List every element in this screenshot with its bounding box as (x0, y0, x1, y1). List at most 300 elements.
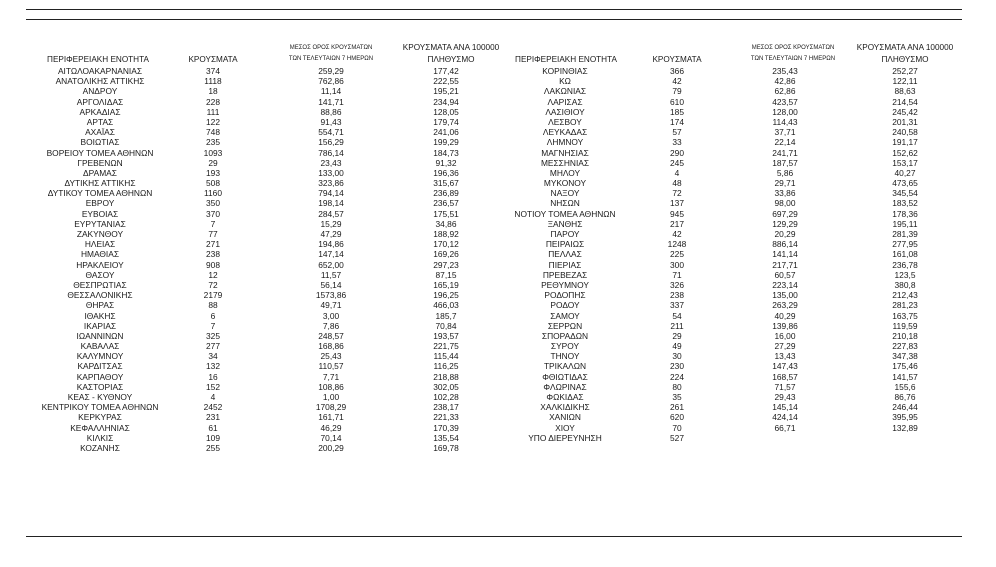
table-row (0, 148, 500, 158)
right-header-avg (728, 43, 858, 65)
cell-per-100k: 132,89 (892, 422, 918, 433)
cell-cases: 193 (206, 167, 220, 178)
table-row (490, 280, 996, 290)
table-row (490, 382, 996, 392)
cell-region-name: ΛΑΚΩΝΙΑΣ (543, 86, 587, 97)
cell-avg-7-days: 13,43 (774, 351, 796, 362)
cell-per-100k: 277,95 (892, 239, 918, 250)
cell-region-name: ΑΡΤΑΣ (86, 116, 114, 127)
cell-cases: 54 (672, 310, 682, 321)
cell-cases: 527 (670, 432, 684, 443)
cell-avg-7-days: 1,00 (322, 392, 340, 402)
cell-cases: 326 (670, 279, 684, 290)
cell-cases: 185 (670, 106, 684, 117)
cell-region-name: ΤΗΝΟΥ (550, 351, 580, 362)
left-header-avg (266, 43, 396, 65)
cell-cases: 57 (672, 127, 682, 138)
table-row (490, 188, 996, 198)
cell-per-100k: 210,18 (892, 330, 918, 341)
table-row (490, 361, 996, 371)
cell-per-100k: 302,05 (433, 381, 459, 392)
cell-region-name: ΑΝΔΡΟΥ (82, 86, 118, 97)
cell-avg-7-days: 200,29 (318, 442, 344, 453)
cell-region-name: ΓΡΕΒΕΝΩΝ (77, 157, 123, 168)
cell-region-name: ΚΕΑΣ - ΚΥΘΝΟΥ (67, 392, 133, 402)
cell-avg-7-days: 794,14 (318, 188, 344, 199)
table-row (0, 229, 500, 239)
cell-cases: 1248 (667, 239, 687, 250)
cell-region-name: ΘΑΣΟΥ (85, 269, 115, 280)
cell-region-name: ΥΠΟ ΔΙΕΡΕΥΝΗΣΗ (528, 432, 602, 443)
cell-avg-7-days: 424,14 (772, 412, 798, 423)
right-table-body (490, 66, 996, 443)
cell-cases: 277 (206, 341, 220, 352)
cell-per-100k: 196,25 (433, 290, 459, 301)
table-row (490, 178, 996, 188)
cell-per-100k: 188,92 (433, 229, 459, 239)
cell-cases: 49 (672, 341, 682, 352)
cell-cases: 122 (206, 116, 220, 127)
cell-region-name: ΡΕΘΥΜΝΟΥ (541, 279, 589, 290)
cell-per-100k: 40,27 (894, 167, 916, 178)
left-header-per100k-line2: ΠΛΗΘΥΣΜΟ (427, 54, 475, 64)
cell-cases: 42 (672, 229, 682, 239)
cell-avg-7-days: 284,57 (318, 208, 344, 219)
cell-per-100k: 199,29 (433, 137, 459, 148)
cell-per-100k: 123,5 (894, 269, 916, 280)
cell-region-name: ΧΑΛΚΙΔΙΚΗΣ (540, 402, 590, 413)
cell-avg-7-days: 198,14 (318, 198, 344, 209)
left-table-body (0, 66, 500, 453)
cell-cases: 88 (208, 300, 218, 311)
table-row (0, 107, 500, 117)
cell-cases: 261 (670, 402, 684, 413)
cell-cases: 174 (670, 116, 684, 127)
cell-region-name: ΠΑΡΟΥ (550, 229, 580, 239)
cell-avg-7-days: 56,14 (320, 279, 342, 290)
cell-cases: 30 (672, 351, 682, 362)
cell-avg-7-days: 217,71 (772, 259, 798, 270)
cell-cases: 945 (670, 208, 684, 219)
cell-per-100k: 141,57 (892, 371, 918, 382)
cell-cases: 908 (206, 259, 220, 270)
cell-region-name: ΕΥΡΥΤΑΝΙΑΣ (74, 218, 126, 229)
cell-cases: 77 (208, 229, 218, 239)
cell-region-name: ΝΟΤΙΟΥ ΤΟΜΕΑ ΑΘΗΝΩΝ (514, 208, 616, 219)
cell-cases: 72 (208, 279, 218, 290)
cell-region-name: ΚΕΦΑΛΛΗΝΙΑΣ (70, 422, 130, 433)
cell-avg-7-days: 886,14 (772, 239, 798, 250)
table-row (490, 66, 996, 76)
cell-cases: 137 (670, 198, 684, 209)
table-row (0, 270, 500, 280)
cell-region-name: ΡΟΔΟΠΗΣ (544, 290, 586, 301)
cell-per-100k: 236,57 (433, 198, 459, 209)
cell-per-100k: 170,39 (433, 422, 459, 433)
cell-cases: 7 (210, 320, 216, 331)
cell-cases: 152 (206, 381, 220, 392)
cell-avg-7-days: 1708,29 (315, 402, 347, 413)
table-row (490, 127, 996, 137)
cell-region-name: ΗΜΑΘΙΑΣ (80, 249, 120, 260)
table-row (490, 321, 996, 331)
table-row (490, 402, 996, 412)
cell-region-name: ΚΟΖΑΝΗΣ (80, 442, 120, 453)
cell-avg-7-days: 762,86 (318, 76, 344, 87)
cell-per-100k: 246,44 (892, 402, 918, 413)
cell-region-name: ΧΙΟΥ (555, 422, 575, 433)
cell-cases: 225 (670, 249, 684, 260)
cell-cases: 508 (206, 178, 220, 189)
cell-avg-7-days: 129,29 (772, 218, 798, 229)
cell-region-name: ΛΕΣΒΟΥ (548, 116, 582, 127)
cell-cases: 42 (672, 76, 682, 87)
table-row (490, 249, 996, 259)
cell-region-name: ΣΥΡΟΥ (550, 341, 580, 352)
cell-avg-7-days: 168,86 (318, 341, 344, 352)
cell-region-name: ΒΟΡΕΙΟΥ ΤΟΜΕΑ ΑΘΗΝΩΝ (46, 147, 154, 158)
table-row (0, 372, 500, 382)
cell-region-name: ΕΒΡΟΥ (85, 198, 115, 209)
table-row (490, 423, 996, 433)
cell-per-100k: 380,8 (894, 279, 916, 290)
cell-cases: 325 (206, 330, 220, 341)
cell-region-name: ΙΚΑΡΙΑΣ (83, 320, 117, 331)
cell-cases: 370 (206, 208, 220, 219)
cell-per-100k: 236,89 (433, 188, 459, 199)
cell-cases: 231 (206, 412, 220, 423)
cell-per-100k: 347,38 (892, 351, 918, 362)
cell-region-name: ΛΑΣΙΘΙΟΥ (545, 106, 585, 117)
cell-avg-7-days: 263,29 (772, 300, 798, 311)
cell-avg-7-days: 47,29 (320, 229, 342, 239)
cell-avg-7-days: 135,00 (772, 290, 798, 301)
cell-cases: 245 (670, 157, 684, 168)
cell-region-name: ΡΟΔΟΥ (550, 300, 580, 311)
cell-per-100k: 88,63 (894, 86, 916, 97)
cell-per-100k: 196,36 (433, 167, 459, 178)
cell-cases: 4 (674, 167, 680, 178)
cell-cases: 271 (206, 239, 220, 250)
cell-region-name: ΚΑΣΤΟΡΙΑΣ (76, 381, 124, 392)
cell-per-100k: 195,21 (433, 86, 459, 97)
cell-avg-7-days: 71,57 (774, 381, 796, 392)
cell-avg-7-days: 161,71 (318, 412, 344, 423)
cell-per-100k: 86,76 (894, 392, 916, 402)
cell-avg-7-days: 235,43 (772, 66, 798, 76)
cell-region-name: ΞΑΝΘΗΣ (547, 218, 583, 229)
table-row (0, 137, 500, 147)
table-row (0, 158, 500, 168)
cell-per-100k: 153,17 (892, 157, 918, 168)
cell-avg-7-days: 27,29 (774, 341, 796, 352)
table-row (490, 290, 996, 300)
table-row (0, 280, 500, 290)
cell-avg-7-days: 187,57 (772, 157, 798, 168)
cell-per-100k: 34,86 (435, 218, 457, 229)
cell-avg-7-days: 110,57 (318, 361, 344, 372)
cell-per-100k: 128,05 (433, 106, 459, 117)
cell-cases: 34 (208, 351, 218, 362)
cell-region-name: ΠΕΛΛΑΣ (548, 249, 582, 260)
table-row (490, 270, 996, 280)
right-header-per100k-line2: ΠΛΗΘΥΣΜΟ (881, 54, 929, 64)
left-header-avg-line2: ΤΩΝ ΤΕΛΕΥΤΑΙΩΝ 7 ΗΜΕΡΩΝ (288, 56, 374, 62)
table-row (0, 178, 500, 188)
table-row (0, 311, 500, 321)
cell-region-name: ΕΥΒΟΙΑΣ (81, 208, 119, 219)
cell-avg-7-days: 5,86 (776, 167, 794, 178)
cell-avg-7-days: 241,71 (772, 147, 798, 158)
cell-region-name: ΑΡΓΟΛΙΔΑΣ (76, 96, 124, 107)
cell-region-name: ΝΗΣΩΝ (550, 198, 580, 209)
cell-avg-7-days: 7,71 (322, 371, 340, 382)
cell-cases: 71 (672, 269, 682, 280)
table-row (0, 402, 500, 412)
cell-avg-7-days: 786,14 (318, 147, 344, 158)
cell-per-100k: 395,95 (892, 412, 918, 423)
cell-per-100k: 245,42 (892, 106, 918, 117)
cell-cases: 224 (670, 371, 684, 382)
cell-avg-7-days: 248,57 (318, 330, 344, 341)
cell-cases: 217 (670, 218, 684, 229)
cell-cases: 211 (670, 320, 684, 331)
cell-per-100k: 161,08 (892, 249, 918, 260)
table-row (490, 137, 996, 147)
cell-per-100k: 155,6 (894, 381, 916, 392)
cell-cases: 1093 (203, 147, 223, 158)
cell-per-100k: 122,11 (892, 76, 918, 87)
cell-region-name: ΜΕΣΣΗΝΙΑΣ (540, 157, 590, 168)
cell-avg-7-days: 16,00 (774, 330, 796, 341)
cell-per-100k: 115,44 (433, 351, 459, 362)
cell-per-100k: 87,15 (435, 269, 457, 280)
cell-avg-7-days: 168,57 (772, 371, 798, 382)
cell-avg-7-days: 23,43 (320, 157, 342, 168)
cell-region-name: ΠΡΕΒΕΖΑΣ (542, 269, 588, 280)
left-header-per100k-line1: ΚΡΟΥΣΜΑΤΑ ΑΝΑ 100000 (402, 43, 500, 52)
table-row (0, 168, 500, 178)
cell-cases: 1160 (203, 188, 222, 199)
table-row (0, 97, 500, 107)
cell-avg-7-days: 423,57 (772, 96, 798, 107)
cell-region-name: ΔΡΑΜΑΣ (83, 167, 117, 178)
table-row (0, 290, 500, 300)
cell-region-name: ΙΩΑΝΝΙΝΩΝ (76, 330, 124, 341)
cell-per-100k: 195,11 (892, 218, 918, 229)
cell-cases: 374 (206, 66, 220, 76)
table-row (0, 198, 500, 208)
table-row (0, 86, 500, 96)
cell-avg-7-days: 37,71 (774, 127, 796, 138)
cell-per-100k: 297,23 (433, 259, 459, 270)
cell-region-name: ΝΑΞΟΥ (550, 188, 580, 199)
table-row (0, 361, 500, 371)
cell-avg-7-days: 29,71 (774, 178, 796, 189)
cell-per-100k: 212,43 (892, 290, 918, 301)
header-rule (26, 19, 962, 20)
cell-region-name: ΦΘΙΩΤΙΔΑΣ (542, 371, 588, 382)
cell-per-100k: 315,67 (433, 178, 459, 189)
cell-cases: 290 (670, 147, 684, 158)
table-row (0, 66, 500, 76)
cell-region-name: ΑΧΑΪΑΣ (85, 127, 115, 138)
cell-cases: 48 (672, 178, 682, 189)
cell-per-100k: 234,94 (433, 96, 459, 107)
cell-per-100k: 191,17 (892, 137, 918, 148)
cell-region-name: ΔΥΤΙΚΗΣ ΑΤΤΙΚΗΣ (64, 178, 136, 189)
cell-per-100k: 185,7 (435, 310, 457, 321)
table-row (0, 188, 500, 198)
cell-per-100k: 221,33 (433, 412, 459, 423)
cell-cases: 4 (210, 392, 216, 402)
cell-per-100k: 169,78 (433, 442, 459, 453)
cell-cases: 2179 (203, 290, 223, 301)
cell-cases: 350 (206, 198, 220, 209)
cell-per-100k: 281,39 (892, 229, 918, 239)
cell-avg-7-days: 147,43 (772, 361, 798, 372)
cell-avg-7-days: 554,71 (318, 127, 344, 138)
table-row (0, 209, 500, 219)
cell-cases: 1118 (204, 76, 222, 87)
table-row (490, 107, 996, 117)
cell-per-100k: 240,58 (892, 127, 918, 138)
cell-region-name: ΑΡΚΑΔΙΑΣ (79, 106, 121, 117)
cell-region-name: ΑΝΑΤΟΛΙΚΗΣ ΑΤΤΙΚΗΣ (55, 76, 145, 87)
cell-per-100k: 201,31 (892, 116, 918, 127)
cell-cases: 70 (672, 422, 682, 433)
table-row (490, 311, 996, 321)
cell-avg-7-days: 108,86 (318, 381, 344, 392)
cell-region-name: ΘΗΡΑΣ (85, 300, 115, 311)
cell-region-name: ΜΥΚΟΝΟΥ (543, 178, 587, 189)
right-header-per100k-line1: ΚΡΟΥΣΜΑΤΑ ΑΝΑ 100000 (856, 43, 954, 52)
cell-per-100k: 193,57 (433, 330, 459, 341)
table-row (490, 412, 996, 422)
cell-region-name: ΚΑΡΠΑΘΟΥ (76, 371, 124, 382)
cell-avg-7-days: 259,29 (318, 66, 344, 76)
cell-cases: 2452 (203, 402, 223, 413)
table-row (0, 127, 500, 137)
cell-per-100k: 135,54 (433, 432, 459, 443)
cell-avg-7-days: 1573,86 (315, 290, 347, 301)
right-header-per100k (840, 42, 970, 65)
cell-avg-7-days: 91,43 (320, 116, 342, 127)
cell-region-name: ΛΑΡΙΣΑΣ (547, 96, 583, 107)
cell-cases: 79 (672, 86, 682, 97)
table-row (0, 412, 500, 422)
table-row (0, 423, 500, 433)
cell-region-name: ΚΑΒΑΛΑΣ (80, 341, 120, 352)
table-row (0, 351, 500, 361)
cell-cases: 132 (206, 361, 220, 372)
table-row (0, 117, 500, 127)
cell-region-name: ΚΙΛΚΙΣ (86, 432, 114, 443)
cell-per-100k: 91,32 (435, 157, 457, 168)
cell-avg-7-days: 25,43 (320, 351, 342, 362)
cell-per-100k: 345,54 (892, 188, 918, 199)
cell-per-100k: 119,59 (892, 320, 918, 331)
table-row (490, 97, 996, 107)
cell-per-100k: 152,62 (892, 147, 918, 158)
cell-cases: 748 (206, 127, 220, 138)
cell-per-100k: 473,65 (892, 178, 918, 189)
cell-region-name: ΣΕΡΡΩΝ (547, 320, 583, 331)
cell-avg-7-days: 20,29 (774, 229, 796, 239)
cell-per-100k: 241,06 (433, 127, 459, 138)
cell-per-100k: 281,23 (892, 300, 918, 311)
cell-avg-7-days: 42,86 (774, 76, 796, 87)
cell-region-name: ΜΗΛΟΥ (549, 167, 581, 178)
cell-region-name: ΠΕΙΡΑΙΩΣ (545, 239, 585, 250)
cell-region-name: ΘΕΣΣΑΛΟΝΙΚΗΣ (67, 290, 133, 301)
cell-avg-7-days: 70,14 (320, 432, 342, 443)
cell-per-100k: 179,74 (433, 116, 459, 127)
cell-cases: 366 (670, 66, 684, 76)
cell-cases: 620 (670, 412, 684, 423)
cell-per-100k: 170,12 (433, 239, 459, 250)
cell-avg-7-days: 323,86 (318, 178, 344, 189)
right-header-cases: ΚΡΟΥΣΜΑΤΑ (652, 55, 702, 64)
right-header-avg-line1: ΜΕΣΟΣ ΟΡΟΣ ΚΡΟΥΣΜΑΤΩΝ (751, 45, 835, 51)
cell-per-100k: 183,52 (892, 198, 918, 209)
cell-avg-7-days: 22,14 (774, 137, 796, 148)
table-row (0, 392, 500, 402)
cell-avg-7-days: 652,00 (318, 259, 344, 270)
cell-avg-7-days: 33,86 (774, 188, 796, 199)
cell-cases: 111 (206, 106, 220, 117)
cell-cases: 300 (670, 259, 684, 270)
cell-per-100k: 218,88 (433, 371, 459, 382)
cell-avg-7-days: 11,57 (320, 269, 342, 280)
cell-cases: 72 (672, 188, 682, 199)
table-row (490, 168, 996, 178)
cell-per-100k: 252,27 (892, 66, 918, 76)
cell-cases: 12 (208, 269, 218, 280)
cell-region-name: ΚΟΡΙΝΘΙΑΣ (542, 66, 588, 76)
cell-avg-7-days: 40,29 (774, 310, 796, 321)
table-row (0, 260, 500, 270)
cell-per-100k: 163,75 (892, 310, 918, 321)
cell-region-name: ΚΑΛΥΜΝΟΥ (76, 351, 124, 362)
cell-region-name: ΠΙΕΡΙΑΣ (548, 259, 582, 270)
cell-per-100k: 116,25 (433, 361, 459, 372)
table-row (490, 148, 996, 158)
cell-avg-7-days: 139,86 (772, 320, 798, 331)
cell-region-name: ΦΛΩΡΙΝΑΣ (543, 381, 587, 392)
table-row (490, 239, 996, 249)
cell-avg-7-days: 194,86 (318, 239, 344, 250)
cell-cases: 6 (210, 310, 216, 321)
cell-cases: 29 (208, 157, 218, 168)
table-row (490, 158, 996, 168)
cell-cases: 255 (206, 442, 220, 453)
cell-cases: 35 (672, 392, 682, 402)
cell-per-100k: 184,73 (433, 147, 459, 158)
cell-per-100k: 236,78 (892, 259, 918, 270)
cell-per-100k: 178,36 (892, 208, 918, 219)
right-header-region: ΠΕΡΙΦΕΡΕΙΑΚΗ ΕΝΟΤΗΤΑ (515, 55, 617, 64)
cell-region-name: ΚΑΡΔΙΤΣΑΣ (77, 361, 123, 372)
table-row (0, 321, 500, 331)
cell-avg-7-days: 7,86 (322, 320, 340, 331)
cell-cases: 238 (670, 290, 684, 301)
cell-avg-7-days: 88,86 (320, 106, 342, 117)
table-row (490, 433, 996, 443)
cell-cases: 61 (208, 422, 218, 433)
top-rule (26, 9, 962, 10)
cell-region-name: ΣΑΜΟΥ (550, 310, 580, 321)
